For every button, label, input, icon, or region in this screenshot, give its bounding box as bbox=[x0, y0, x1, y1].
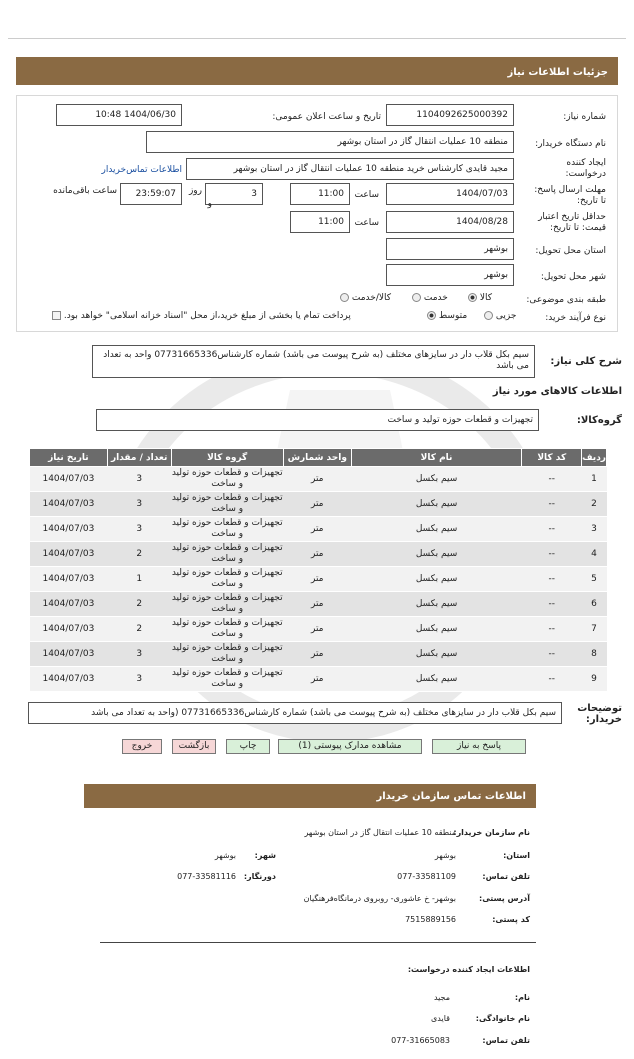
table-header-row bbox=[30, 449, 607, 467]
quantity-cell: 2 bbox=[107, 592, 171, 617]
item-name-cell: سیم بکسل bbox=[351, 642, 522, 667]
table-row bbox=[30, 592, 607, 617]
item-code-cell: -- bbox=[522, 492, 582, 517]
unit-cell: متر bbox=[283, 567, 351, 592]
contact-postal-label: کد پستی: bbox=[492, 915, 530, 924]
contact-org-value: منطقه 10 عملیات انتقال گاز در استان بوشهر bbox=[304, 828, 456, 837]
row-number-cell: 8 bbox=[582, 642, 607, 667]
days-field: 3 bbox=[205, 183, 263, 205]
item-name-cell: سیم بکسل bbox=[351, 592, 522, 617]
summary-field: سیم بکل قلاب دار در سایزهای مختلف (به شرح پیوست می باشد) شماره کارشناس07731665336 واحد به تعداد می باشد bbox=[92, 345, 535, 378]
contact-city-label: شهر: bbox=[254, 851, 276, 860]
item-code-cell: -- bbox=[522, 467, 582, 492]
item-code-cell: -- bbox=[522, 567, 582, 592]
buyer-contact-link[interactable]: اطلاعات تماس‌خریدار bbox=[101, 165, 182, 175]
table-row bbox=[30, 467, 607, 492]
need-number-label: شماره نیاز: bbox=[563, 112, 606, 122]
table-row bbox=[30, 567, 607, 592]
validity-date-field: 1404/08/28 bbox=[386, 211, 514, 233]
col-unit: واحد شمارش bbox=[283, 449, 351, 467]
creator-name-value: مجید bbox=[433, 993, 450, 1002]
item-group-cell: تجهیزات و قطعات حوزه تولید و ساخت bbox=[171, 617, 283, 642]
process-option-minor[interactable]: جزیی bbox=[484, 311, 516, 321]
reply-button[interactable]: پاسخ به نیاز bbox=[432, 739, 526, 754]
item-group-cell: تجهیزات و قطعات حوزه تولید و ساخت bbox=[171, 542, 283, 567]
radio-selected-icon[interactable] bbox=[468, 293, 477, 302]
deadline-time-label: ساعت bbox=[354, 190, 379, 200]
contact-address-value: بوشهر- خ عاشوری- روبروی درمانگاه‌فرهنگیان bbox=[303, 894, 456, 903]
quantity-cell: 2 bbox=[107, 542, 171, 567]
contact-phone-value: 077-33581109 bbox=[397, 872, 456, 881]
validity-time-field: 11:00 bbox=[290, 211, 350, 233]
deadline-label: مهلت ارسال پاسخ: تا تاریخ: bbox=[534, 185, 606, 206]
page-title: جزئیات اطلاعات نیاز bbox=[16, 57, 618, 85]
quantity-cell: 1 bbox=[107, 567, 171, 592]
item-name-cell: سیم بکسل bbox=[351, 492, 522, 517]
item-code-cell: -- bbox=[522, 642, 582, 667]
exit-button[interactable]: خروج bbox=[122, 739, 162, 754]
item-group-cell: تجهیزات و قطعات حوزه تولید و ساخت bbox=[171, 492, 283, 517]
col-row: ردیف bbox=[582, 449, 607, 467]
item-name-cell: سیم بکسل bbox=[351, 667, 522, 692]
item-group-cell: تجهیزات و قطعات حوزه تولید و ساخت bbox=[171, 667, 283, 692]
goods-group-label: گروه‌کالا: bbox=[576, 415, 622, 426]
checkbox-icon[interactable] bbox=[52, 311, 61, 320]
buyer-notes-label: توضیحات خریدار: bbox=[577, 703, 622, 725]
need-date-cell: 1404/07/03 bbox=[30, 567, 108, 592]
row-number-cell: 2 bbox=[582, 492, 607, 517]
validity-time-label: ساعت bbox=[354, 218, 379, 228]
buyer-notes-field: سیم بکل قلاب دار در سایزهای مختلف (به شرح پیوست می باشد) شماره کارشناس07731665336 (واحد به تعداد می باشد bbox=[28, 702, 562, 724]
unit-cell: متر bbox=[283, 492, 351, 517]
validity-label: حداقل تاریخ اعتبار قیمت: تا تاریخ: bbox=[538, 212, 606, 233]
row-number-cell: 7 bbox=[582, 617, 607, 642]
item-name-cell: سیم بکسل bbox=[351, 617, 522, 642]
contact-section-title: اطلاعات تماس سازمان خریدار bbox=[84, 784, 536, 808]
table-row bbox=[30, 642, 607, 667]
need-date-cell: 1404/07/03 bbox=[30, 542, 108, 567]
row-number-cell: 6 bbox=[582, 592, 607, 617]
contact-city-value: بوشهر bbox=[214, 851, 236, 860]
creator-phone-value: 077-31665083 bbox=[391, 1036, 450, 1045]
creator-phone-label: تلفن تماس: bbox=[482, 1036, 530, 1045]
item-code-cell: -- bbox=[522, 617, 582, 642]
item-group-cell: تجهیزات و قطعات حوزه تولید و ساخت bbox=[171, 642, 283, 667]
payment-note[interactable]: پرداخت تمام یا بخشی از مبلغ خرید،از محل "اسناد خزانه اسلامی" خواهد بود. bbox=[52, 311, 351, 321]
print-button[interactable]: چاپ bbox=[226, 739, 270, 754]
contact-province-label: استان: bbox=[503, 851, 530, 860]
deadline-date-field: 1404/07/03 bbox=[386, 183, 514, 205]
back-button[interactable]: بازگشت bbox=[172, 739, 216, 754]
province-label: استان محل تحویل: bbox=[535, 246, 606, 256]
buyer-org-field: منطقه 10 عملیات انتقال گاز در استان بوشهر bbox=[146, 131, 514, 153]
col-date: تاریخ نیاز bbox=[30, 449, 108, 467]
item-code-cell: -- bbox=[522, 517, 582, 542]
item-code-cell: -- bbox=[522, 667, 582, 692]
table-row bbox=[30, 517, 607, 542]
item-name-cell: سیم بکسل bbox=[351, 517, 522, 542]
need-date-cell: 1404/07/03 bbox=[30, 642, 108, 667]
category-option-goods[interactable]: کالا bbox=[468, 293, 492, 303]
announce-label: تاریخ و ساعت اعلان عمومی: bbox=[272, 112, 381, 122]
unit-cell: متر bbox=[283, 642, 351, 667]
goods-section-title: اطلاعات کالاهای مورد نیاز bbox=[492, 386, 622, 397]
need-date-cell: 1404/07/03 bbox=[30, 492, 108, 517]
item-name-cell: سیم بکسل bbox=[351, 542, 522, 567]
creator-info-title: اطلاعات ایجاد کننده درخواست: bbox=[407, 965, 530, 974]
need-date-cell: 1404/07/03 bbox=[30, 617, 108, 642]
unit-cell: متر bbox=[283, 617, 351, 642]
item-code-cell: -- bbox=[522, 542, 582, 567]
announce-field: 1404/06/30 10:48 bbox=[56, 104, 182, 126]
quantity-cell: 2 bbox=[107, 617, 171, 642]
unit-cell: متر bbox=[283, 592, 351, 617]
city-label: شهر محل تحویل: bbox=[540, 272, 606, 282]
table-row bbox=[30, 542, 607, 567]
process-option-medium[interactable]: متوسط bbox=[427, 311, 467, 321]
item-group-cell: تجهیزات و قطعات حوزه تولید و ساخت bbox=[171, 567, 283, 592]
contact-org-label: نام سازمان خریدار: bbox=[453, 828, 530, 837]
creator-field: مجید قایدی کارشناس خرید منطقه 10 عملیات انتقال گاز در استان بوشهر bbox=[186, 158, 514, 180]
col-qty: تعداد / مقدار bbox=[107, 449, 171, 467]
quantity-cell: 3 bbox=[107, 517, 171, 542]
item-group-cell: تجهیزات و قطعات حوزه تولید و ساخت bbox=[171, 517, 283, 542]
summary-label: شرح کلی نیاز: bbox=[550, 356, 622, 367]
need-date-cell: 1404/07/03 bbox=[30, 517, 108, 542]
category-option-service[interactable]: خدمت bbox=[412, 293, 448, 303]
need-date-cell: 1404/07/03 bbox=[30, 592, 108, 617]
contact-divider bbox=[100, 942, 536, 943]
table-row bbox=[30, 617, 607, 642]
buyer-org-label: نام دستگاه خریدار: bbox=[535, 139, 606, 149]
row-number-cell: 1 bbox=[582, 467, 607, 492]
item-name-cell: سیم بکسل bbox=[351, 467, 522, 492]
table-row bbox=[30, 492, 607, 517]
category-label: طبقه بندی موضوعی: bbox=[526, 295, 606, 305]
row-number-cell: 9 bbox=[582, 667, 607, 692]
radio-icon[interactable] bbox=[484, 311, 493, 320]
need-date-cell: 1404/07/03 bbox=[30, 667, 108, 692]
item-group-cell: تجهیزات و قطعات حوزه تولید و ساخت bbox=[171, 467, 283, 492]
contact-postal-value: 7515889156 bbox=[405, 915, 456, 924]
contact-phone-label: تلفن تماس: bbox=[482, 872, 530, 881]
remaining-label: ساعت باقی‌مانده bbox=[53, 186, 117, 196]
deadline-time-field: 11:00 bbox=[290, 183, 350, 205]
and-label: و bbox=[207, 199, 212, 209]
item-code-cell: -- bbox=[522, 592, 582, 617]
row-number-cell: 4 bbox=[582, 542, 607, 567]
city-field: بوشهر bbox=[386, 264, 514, 286]
contact-province-value: بوشهر bbox=[434, 851, 456, 860]
col-name: نام کالا bbox=[351, 449, 522, 467]
creator-family-value: قایدی bbox=[431, 1014, 450, 1023]
col-group: گروه کالا bbox=[171, 449, 283, 467]
col-code: کد کالا bbox=[522, 449, 582, 467]
row-number-cell: 5 bbox=[582, 567, 607, 592]
row-number-cell: 3 bbox=[582, 517, 607, 542]
days-label: روز bbox=[188, 186, 202, 196]
top-divider bbox=[8, 38, 626, 39]
quantity-cell: 3 bbox=[107, 467, 171, 492]
table-row bbox=[30, 667, 607, 692]
item-name-cell: سیم بکسل bbox=[351, 567, 522, 592]
province-field: بوشهر bbox=[386, 238, 514, 260]
unit-cell: متر bbox=[283, 517, 351, 542]
need-number-field: 1104092625000392 bbox=[386, 104, 514, 126]
goods-table bbox=[29, 448, 607, 692]
process-label: نوع فرآیند خرید: bbox=[545, 313, 606, 323]
contact-fax-value: 077-33581116 bbox=[177, 872, 236, 881]
quantity-cell: 3 bbox=[107, 492, 171, 517]
radio-icon[interactable] bbox=[340, 293, 349, 302]
view-attachments-button[interactable]: مشاهده مدارک پیوستی (1) bbox=[278, 739, 422, 754]
radio-icon[interactable] bbox=[412, 293, 421, 302]
goods-table-wrapper bbox=[29, 448, 607, 692]
creator-name-label: نام: bbox=[514, 993, 530, 1002]
unit-cell: متر bbox=[283, 667, 351, 692]
unit-cell: متر bbox=[283, 467, 351, 492]
unit-cell: متر bbox=[283, 542, 351, 567]
creator-label: ایجاد کننده درخواست: bbox=[565, 158, 606, 179]
quantity-cell: 3 bbox=[107, 667, 171, 692]
goods-group-field: تجهیزات و قطعات حوزه تولید و ساخت bbox=[96, 409, 539, 431]
category-option-both[interactable]: کالا/خدمت bbox=[340, 293, 391, 303]
quantity-cell: 3 bbox=[107, 642, 171, 667]
remaining-time-field: 23:59:07 bbox=[120, 183, 182, 205]
radio-selected-icon[interactable] bbox=[427, 311, 436, 320]
contact-fax-label: دورنگار: bbox=[243, 872, 276, 881]
need-date-cell: 1404/07/03 bbox=[30, 467, 108, 492]
item-group-cell: تجهیزات و قطعات حوزه تولید و ساخت bbox=[171, 592, 283, 617]
creator-family-label: نام خانوادگی: bbox=[475, 1014, 530, 1023]
contact-address-label: آدرس پستی: bbox=[479, 894, 530, 903]
